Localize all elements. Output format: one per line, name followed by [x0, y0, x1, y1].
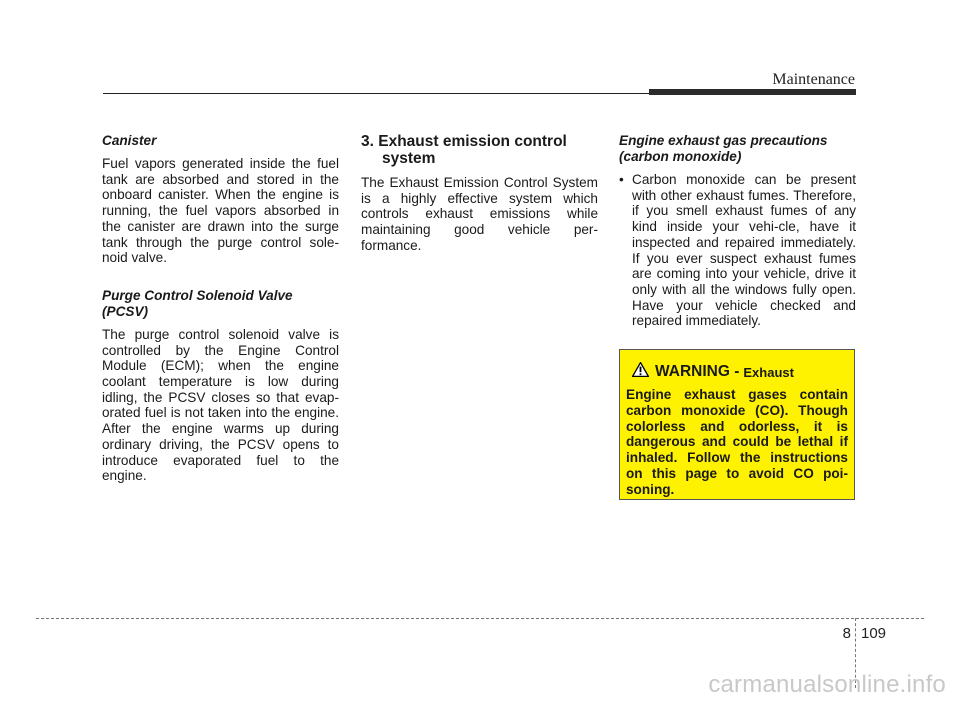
header-rule-thick	[649, 89, 856, 95]
column-1	[102, 133, 339, 506]
warning-word: WARNING -	[655, 363, 740, 380]
header-rule-thin	[103, 93, 655, 94]
precautions-heading: Engine exhaust gas precautions (carbon monoxide)	[619, 133, 828, 164]
chapter-number: 8	[842, 625, 851, 642]
column-3	[619, 133, 856, 329]
section-paragraph: The Exhaust Emission Control System is a highly effective system which controls exhaust emissions while maintaining good vehicle per-formance.	[361, 175, 598, 253]
warning-triangle-icon	[632, 362, 649, 382]
warning-body: Engine exhaust gases contain carbon monoxide (CO). Though colorless and odorless, it is dangerous and could be lethal if inhaled. Follow the instructions on this page to avoid CO poi-soning.	[626, 387, 848, 497]
canister-heading: Canister	[102, 133, 157, 148]
bullet-marker: •	[619, 172, 624, 187]
section-heading: 3. Exhaust emission control system	[361, 133, 567, 167]
bullet-text: Carbon monoxide can be present with other exhaust fumes. Therefore, if you smell exhaust fumes of any kind inside your vehi-cle, have it inspected and repaired immediately. If you ever suspect exhaust fumes are coming into your vehicle, drive it only with all the windows fully open. Have your vehicle checked and repaired immediately.	[632, 172, 856, 329]
header-title: Maintenance	[772, 71, 855, 88]
column-2	[361, 133, 598, 276]
canister-paragraph: Fuel vapors generated inside the fuel tank are absorbed and stored in the onboard canister. When the engine is running, the fuel vapors absorbed in the canister are drawn into the surge tank through the purge control sole-noid valve.	[102, 156, 339, 266]
warning-box	[619, 349, 855, 500]
pcsv-heading: Purge Control Solenoid Valve (PCSV)	[102, 287, 293, 319]
warning-subtitle: Exhaust	[743, 364, 794, 380]
pcsv-paragraph: The purge control solenoid valve is controlled by the Engine Control Module (ECM); when the engine coolant temperature is low during idling, the PCSV closes so that evap-orated fuel is not taken into the engine. After the engine warms up during ordinary driving, the PCSV opens to introduce evaporated fuel to the engine.	[102, 326, 339, 484]
warning-title	[626, 362, 848, 382]
watermark: carmanualsonline.info	[708, 671, 946, 698]
page-number: 109	[861, 625, 887, 642]
precautions-bullet	[619, 172, 856, 329]
footer-dashed-line	[36, 618, 924, 619]
